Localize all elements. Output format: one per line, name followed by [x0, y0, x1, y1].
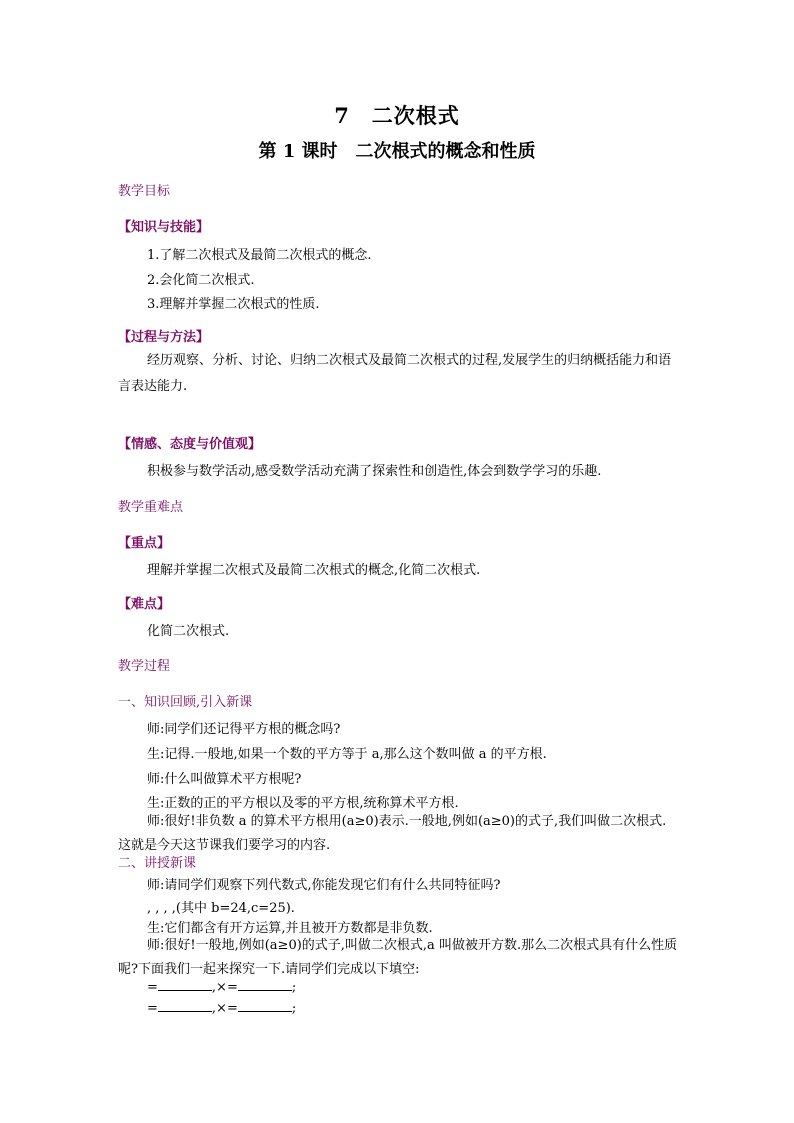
dialog-paragraph: 师:很好!非负数 a 的算术平方根用(a≥0)表示.一般地,例如(a≥0)的式子,我们叫做二次根式.这就是今天这节课我们要学习的内容.	[118, 814, 667, 853]
dialog-line: 生:正数的正的平方根以及零的平方根,统称算术平方根.	[147, 796, 459, 811]
equals-sign: =	[147, 980, 158, 995]
times-equals-sign: ×=	[216, 980, 238, 995]
dialog-line: 师:同学们还记得平方根的概念吗?	[147, 722, 341, 737]
fill-in-row-2	[147, 999, 707, 1016]
comma-sign: ,	[211, 1001, 217, 1016]
times-equals-sign: ×=	[216, 1001, 238, 1016]
label-emotion: 【情感、态度与价值观】	[118, 437, 262, 452]
knowledge-item-2: 2.会化简二次根式.	[147, 273, 255, 288]
blank-answer[interactable]	[158, 999, 212, 1012]
section-process: 教学过程	[118, 659, 171, 674]
part2-label: 二、讲授新课	[118, 856, 197, 871]
blank-answer[interactable]	[238, 978, 292, 991]
equals-sign: =	[147, 1001, 158, 1016]
dialog-line: 师:请同学们观察下列代数式,你能发现它们有什么共同特征吗?	[147, 878, 501, 893]
dialog-line: 生:记得.一般地,如果一个数的平方等于 a,那么这个数叫做 a 的平方根.	[147, 747, 547, 762]
page-title: 7 二次根式	[334, 103, 460, 128]
semicolon-sign: ;	[291, 980, 297, 995]
blank-answer[interactable]	[238, 999, 292, 1012]
page-subtitle: 第 1 课时 二次根式的概念和性质	[258, 141, 536, 162]
knowledge-item-1: 1.了解二次根式及最简二次根式的概念.	[147, 248, 372, 263]
dialog-line: 师:什么叫做算术平方根呢?	[147, 772, 302, 787]
difficult-text: 化简二次根式.	[147, 624, 230, 639]
label-process-method: 【过程与方法】	[118, 330, 210, 345]
fill-in-row-1	[147, 978, 707, 995]
semicolon-sign: ;	[291, 1001, 297, 1016]
emotion-text: 积极参与数学活动,感受数学活动充满了探索性和创造性,体会到数学学习的乐趣.	[147, 464, 602, 479]
comma-sign: ,	[211, 980, 217, 995]
expression-list: , , , ,(其中 b=24,c=25).	[147, 901, 295, 916]
section-keypoints: 教学重难点	[118, 500, 184, 515]
process-method-text: 经历观察、分析、讨论、归纳二次根式及最简二次根式的过程,发展学生的归纳概括能力和语言表达能力.	[118, 353, 672, 394]
dialog-paragraph: 师:很好!一般地,例如(a≥0)的式子,叫做二次根式,a 叫做被开方数.那么二次根式具有什么性质呢?下面我们一起来探究一下.请同学们完成以下填空:	[118, 938, 678, 977]
label-key: 【重点】	[118, 536, 171, 551]
dialog-line: 生:它们都含有开方运算,并且被开方数都是非负数.	[147, 921, 433, 936]
label-knowledge: 【知识与技能】	[118, 220, 210, 235]
label-difficult: 【难点】	[118, 597, 171, 612]
knowledge-item-3: 3.理解并掌握二次根式的性质.	[147, 297, 320, 312]
blank-answer[interactable]	[158, 978, 212, 991]
part1-label: 一、知识回顾,引入新课	[118, 695, 253, 710]
key-text: 理解并掌握二次根式及最简二次根式的概念,化简二次根式.	[147, 563, 481, 578]
section-objectives: 教学目标	[118, 184, 171, 199]
